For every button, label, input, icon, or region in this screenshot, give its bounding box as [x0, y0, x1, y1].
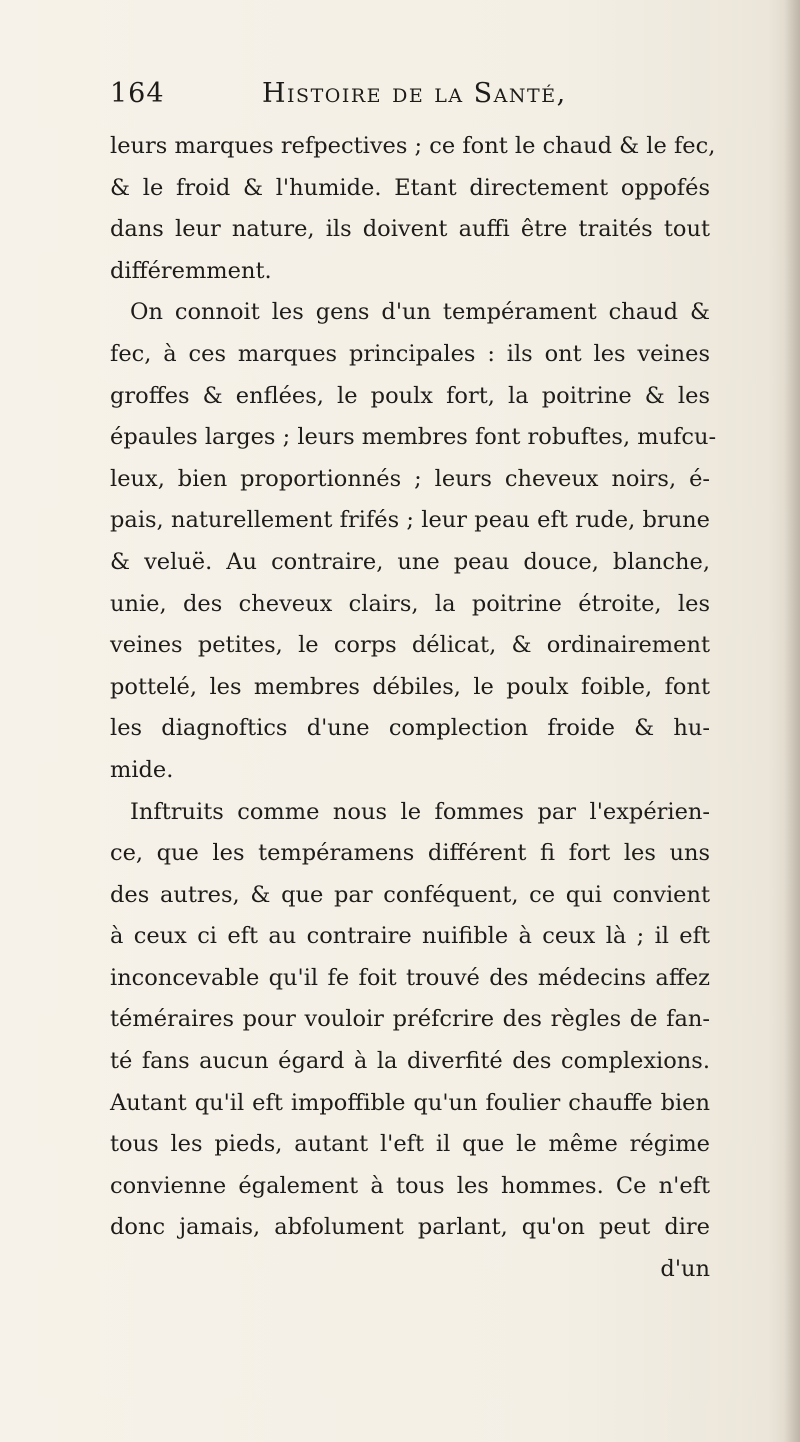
- text-line-16: mide.: [110, 756, 174, 783]
- text-line-20: à ceux ci eft au contraire nuifible à ceux là ; il eft: [110, 923, 710, 950]
- text-line-21: inconcevable qu'il fe foit trouvé des médecins affez: [110, 964, 710, 991]
- text-line-24: Autant qu'il eft impoffible qu'un foulier chauffe bien: [110, 1089, 710, 1116]
- running-title: Histoire de la Santé,: [262, 78, 567, 109]
- text-line-23: té fans aucun égard à la diverfité des complexions.: [110, 1048, 710, 1075]
- text-line-8: épaules larges ; leurs membres font robuftes, mufcu-: [110, 424, 717, 451]
- text-line-26: convienne également à tous les hommes. Ce n'eft: [110, 1172, 710, 1199]
- text-line-13: veines petites, le corps délicat, & ordinairement: [110, 632, 710, 659]
- text-line-2: & le froid & l'humide. Etant directement oppofés: [110, 174, 710, 201]
- text-line-22: téméraires pour vouloir préfcrire des règles de fan-: [110, 1006, 710, 1033]
- text-line-11: & veluë. Au contraire, une peau douce, blanche,: [110, 548, 710, 575]
- text-line-25: tous les pieds, autant l'eft il que le même régime: [110, 1131, 710, 1158]
- text-line-4: différemment.: [110, 257, 272, 284]
- text-line-12: unie, des cheveux clairs, la poitrine étroite, les: [110, 590, 710, 617]
- text-line-5: On connoit les gens d'un tempérament chaud &: [130, 299, 710, 326]
- text-line-18: ce, que les tempéramens différent fi fort les uns: [110, 840, 710, 867]
- text-line-14: pottelé, les membres débiles, le poulx foible, font: [110, 673, 710, 700]
- text-line-6: fec, à ces marques principales : ils ont les veines: [110, 340, 710, 367]
- page-header: [110, 78, 710, 118]
- text-line-27: donc jamais, abfolument parlant, qu'on peut dire: [110, 1214, 710, 1241]
- catchword: d'un: [660, 1256, 710, 1283]
- text-line-9: leux, bien proportionnés ; leurs cheveux noirs, é-: [110, 465, 710, 492]
- text-line-10: pais, naturellement frifés ; leur peau eft rude, brune: [110, 507, 710, 534]
- text-line-15: les diagnoftics d'une complection froide & hu-: [110, 715, 710, 742]
- text-line-1: leurs marques refpectives ; ce font le chaud & le fec,: [110, 133, 716, 159]
- text-line-17: Inftruits comme nous le fommes par l'expérien-: [130, 798, 710, 825]
- page-number: 164: [110, 78, 165, 109]
- text-line-19: des autres, & que par conféquent, ce qui convient: [110, 881, 710, 908]
- body-text: [110, 126, 717, 1291]
- text-line-7: groffes & enflées, le poulx fort, la poitrine & les: [110, 382, 710, 409]
- text-line-3: dans leur nature, ils doivent auffi être traités tout: [110, 216, 710, 243]
- page-edge-shadow: [784, 0, 800, 1442]
